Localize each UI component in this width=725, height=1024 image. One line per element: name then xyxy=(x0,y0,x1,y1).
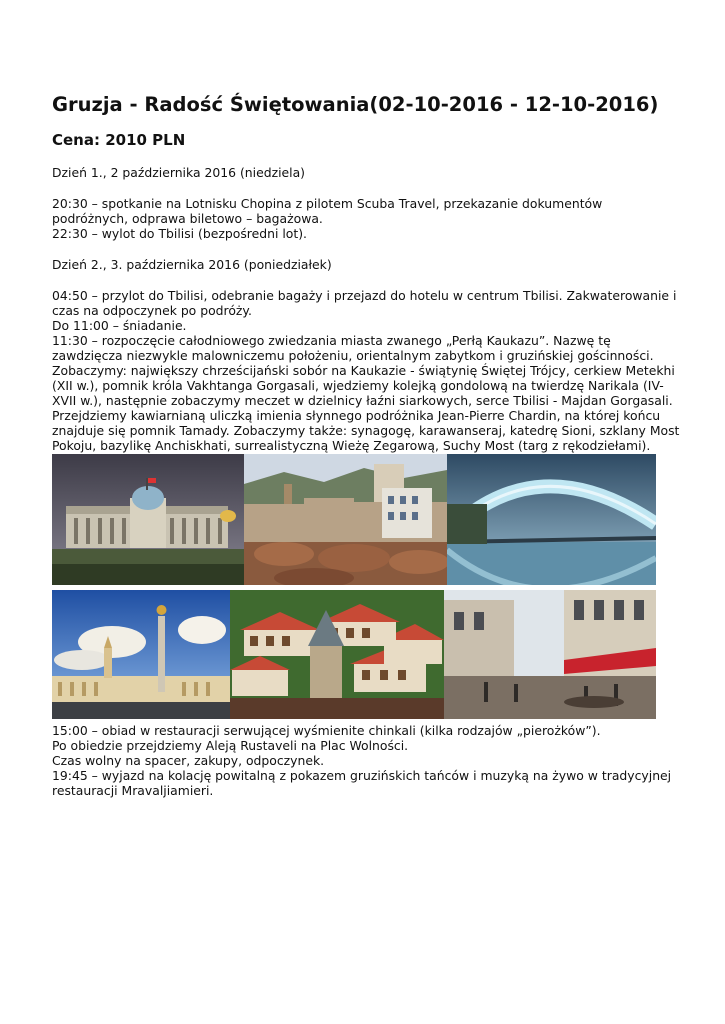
schedule-line: Pokoju, bazylikę Anchiskhati, surrealistyczną Wieżę Zegarową, Suchy Most (targ z rękodziełami). xyxy=(52,438,651,453)
schedule-line: 04:50 – przylot do Tbilisi, odebranie bagaży i przejazd do hotelu w centrum Tbilisi. Zakwaterowanie i xyxy=(52,288,677,303)
schedule-line: XVII w.), następnie zobaczymy meczet w dzielnicy łaźni siarkowych, serce Tbilisi - Majdan Gorgasali. xyxy=(52,393,673,408)
schedule-line: Do 11:00 – śniadanie. xyxy=(52,318,187,333)
presidential-palace-photo xyxy=(52,454,244,585)
day2-schedule xyxy=(52,288,680,453)
freedom-square-photo xyxy=(52,590,230,719)
schedule-line: 11:30 – rozpoczęcie całodniowego zwiedzania miasta zwanego „Perłą Kaukazu”. Nazwę tę xyxy=(52,333,611,348)
bridge-of-peace-photo xyxy=(447,454,656,585)
schedule-line: 19:45 – wyjazd na kolację powitalną z pokazem gruzińskich tańców i muzyką na żywo w tradycyjnej xyxy=(52,768,672,783)
schedule-line: Zobaczymy: największy chrześcijański sobór na Kaukazie - świątynię Świętej Trójcy, cerkiew Metekhi xyxy=(52,363,675,378)
schedule-line: Czas wolny na spacer, zakupy, odpoczynek. xyxy=(52,753,325,768)
schedule-line: czas na odpoczynek po podróży. xyxy=(52,303,252,318)
afternoon-schedule xyxy=(52,723,674,798)
photo-collage xyxy=(52,454,656,719)
cafe-street-photo xyxy=(444,590,656,719)
schedule-line: Przejdziemy kawiarnianą uliczką imienia słynnego podróżnika Jean-Pierre Chardin, na której końcu xyxy=(52,408,661,423)
schedule-line: restauracji Mravaljiamieri. xyxy=(52,783,214,798)
schedule-line: 15:00 – obiad w restauracji serwującej wyśmienite chinkali (kilka rodzajów „pierożków”). xyxy=(52,723,601,738)
schedule-line: 22:30 – wylot do Tbilisi (bezpośredni lot). xyxy=(52,226,307,241)
price: Cena: 2010 PLN xyxy=(52,131,186,149)
old-town-houses-photo xyxy=(230,590,444,719)
page-title: Gruzja - Radość Świętowania(02-10-2016 - 12-10-2016) xyxy=(52,93,659,116)
schedule-line: Po obiedzie przejdziemy Aleją Rustaveli na Plac Wolności. xyxy=(52,738,409,753)
day1-schedule xyxy=(52,196,674,241)
schedule-line: (XII w.), pomnik króla Vakhtanga Gorgasali, wjedziemy kolejką gondolową na twierdzę Narikala (IV- xyxy=(52,378,664,393)
schedule-line: zawdzięcza niezwykle malowniczemu położeniu, orientalnym zabytkom i gruzińskiej gościnności. xyxy=(52,348,654,363)
schedule-line: podróżnych, odprawa biletowo – bagażowa. xyxy=(52,211,323,226)
old-tbilisi-rooftops-photo xyxy=(244,454,447,585)
day1-heading: Dzień 1., 2 października 2016 (niedziela) xyxy=(52,165,306,180)
day2-heading: Dzień 2., 3. października 2016 (poniedziałek) xyxy=(52,257,332,272)
schedule-line: znajduje się pomnik Tamady. Zobaczymy także: synagogę, karawanseraj, katedrę Sioni, szklany Most xyxy=(52,423,680,438)
schedule-line: 20:30 – spotkanie na Lotnisku Chopina z pilotem Scuba Travel, przekazanie dokumentów xyxy=(52,196,603,211)
